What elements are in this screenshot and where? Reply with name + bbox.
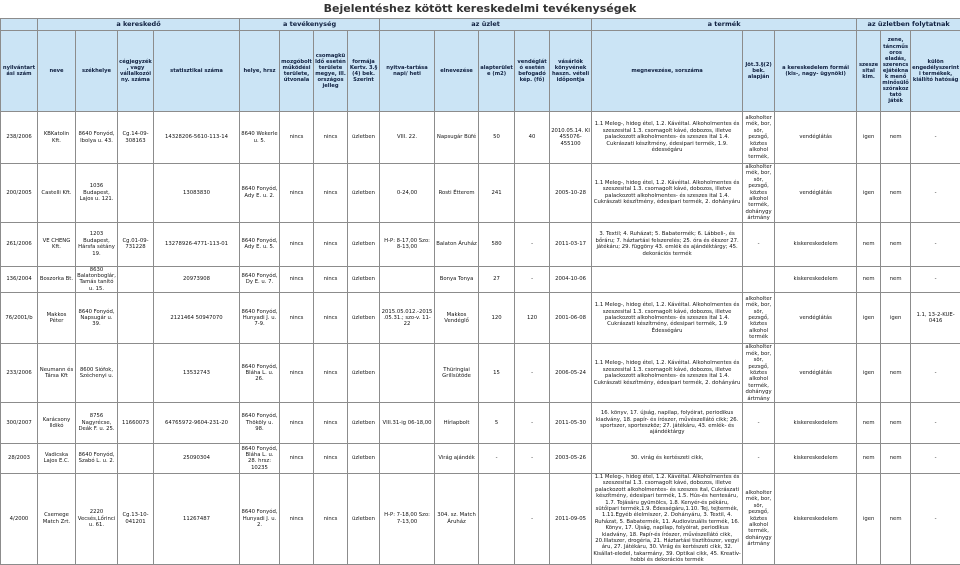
cell-permit: 1.1, 13-2-KUE-0416 bbox=[911, 293, 960, 344]
cell-registration bbox=[118, 293, 154, 344]
cell-place: 8640 Fonyód, Dy E. u. 7. bbox=[240, 266, 280, 293]
group-empty bbox=[1, 19, 38, 31]
cell-jot: alkoholtermék, bor, sör, pezsgő, köztes alkohol termék, dohánygyártmány bbox=[743, 344, 775, 403]
cell-mail-order: nincs bbox=[314, 112, 348, 164]
cell-complaint-book: 2006-05-24 bbox=[550, 344, 592, 403]
cell-capacity: - bbox=[515, 344, 550, 403]
cell-name: VE CHENG Kft. bbox=[38, 222, 76, 266]
cell-registration bbox=[118, 344, 154, 403]
cell-place: 8640 Wekerle u. 5. bbox=[240, 112, 280, 164]
cell-spirits: igen bbox=[857, 112, 881, 164]
cell-area: 27 bbox=[479, 266, 515, 293]
column-header: neve bbox=[38, 31, 76, 112]
cell-number: 200/2005 bbox=[1, 164, 38, 223]
column-header: székhelye bbox=[76, 31, 118, 112]
cell-permit: - bbox=[911, 402, 960, 443]
cell-music: nem bbox=[881, 473, 911, 564]
cell-music: nem bbox=[881, 443, 911, 473]
cell-permit: - bbox=[911, 112, 960, 164]
group-header: a tevékenység bbox=[240, 19, 380, 31]
cell-registration: 11660073 bbox=[118, 402, 154, 443]
cell-form: üzletben bbox=[348, 293, 380, 344]
column-header: Jöt.3.§(2) bek. alapján bbox=[743, 31, 775, 112]
table-row bbox=[1, 473, 960, 564]
column-header: külön engedélyszerinti termékek, kiállító hatóság bbox=[911, 31, 960, 112]
cell-permit: - bbox=[911, 222, 960, 266]
cell-jot: - bbox=[743, 443, 775, 473]
cell-statistical-number: 2121464 50947070 bbox=[154, 293, 240, 344]
cell-form: üzletben bbox=[348, 222, 380, 266]
cell-place: 8640 Fonyód, Ady E. u. 5. bbox=[240, 222, 280, 266]
column-header: a kereskedelem formái (kis-, nagy- ügynöki) bbox=[775, 31, 857, 112]
column-header: csomagküldő esetén területe megye, ill. országos jelleg bbox=[314, 31, 348, 112]
cell-seat: 8600 Siófok, Széchenyi u. bbox=[76, 344, 118, 403]
cell-trade-form: vendéglátás bbox=[775, 344, 857, 403]
cell-number: 261/2006 bbox=[1, 222, 38, 266]
column-header: megnevezése, sorszáma bbox=[592, 31, 743, 112]
cell-seat: 8756 Nagyrécse, Deák F. u. 25. bbox=[76, 402, 118, 443]
cell-jot: alkoholtermék, bor, sör, pezsgő, köztes alkohol termék, dohánygyártmány bbox=[743, 473, 775, 564]
cell-registration bbox=[118, 443, 154, 473]
cell-name: KBKatolin Kft. bbox=[38, 112, 76, 164]
cell-place: 8640 Fonyód, Hunyadi J. u. 7-9. bbox=[240, 293, 280, 344]
cell-seat: 8640 Fonyód, Ibolya u. 43. bbox=[76, 112, 118, 164]
cell-area: 5 bbox=[479, 402, 515, 443]
cell-music: igen bbox=[881, 293, 911, 344]
cell-jot bbox=[743, 266, 775, 293]
cell-trade-form: vendéglátás bbox=[775, 293, 857, 344]
cell-mail-order: nincs bbox=[314, 164, 348, 223]
cell-opening-hours bbox=[380, 344, 435, 403]
cell-spirits: igen bbox=[857, 164, 881, 223]
cell-form: üzletben bbox=[348, 164, 380, 223]
cell-area: 580 bbox=[479, 222, 515, 266]
cell-mail-order: nincs bbox=[314, 402, 348, 443]
column-header: alapterülete (m2) bbox=[479, 31, 515, 112]
cell-opening-hours: VIII.31-ig 06-18,00 bbox=[380, 402, 435, 443]
cell-trade-form: kiskereskedelem bbox=[775, 222, 857, 266]
cell-spirits: igen bbox=[857, 293, 881, 344]
column-header: vendéglátó esetén befogadó kép. (fő) bbox=[515, 31, 550, 112]
cell-number: 233/2006 bbox=[1, 344, 38, 403]
cell-place: 8640 Fonyód, Ady E. u. 2. bbox=[240, 164, 280, 223]
cell-area: 15 bbox=[479, 344, 515, 403]
column-header: vásárlók könyvének haszn. vételi időpontja bbox=[550, 31, 592, 112]
cell-products: 30. virág és kertészeti cikk, bbox=[592, 443, 743, 473]
cell-place: 8640 Fonyód, Bláha L. u. 28. hrsz: 10235 bbox=[240, 443, 280, 473]
cell-mail-order: nincs bbox=[314, 344, 348, 403]
cell-shop-name: Virág ajándék bbox=[435, 443, 479, 473]
table-row bbox=[1, 164, 960, 223]
cell-complaint-book: 2005-10-28 bbox=[550, 164, 592, 223]
cell-name: Vadicska Lajos E.C. bbox=[38, 443, 76, 473]
cell-form: üzletben bbox=[348, 443, 380, 473]
cell-permit: - bbox=[911, 164, 960, 223]
cell-spirits: igen bbox=[857, 344, 881, 403]
cell-complaint-book: 2003-05-26 bbox=[550, 443, 592, 473]
cell-name: Castelli Kft. bbox=[38, 164, 76, 223]
cell-form: üzletben bbox=[348, 266, 380, 293]
cell-trade-form: kiskereskedelem bbox=[775, 473, 857, 564]
table-row bbox=[1, 112, 960, 164]
table-row bbox=[1, 266, 960, 293]
group-header: a kereskedő bbox=[38, 19, 240, 31]
cell-mail-order: nincs bbox=[314, 293, 348, 344]
cell-opening-hours bbox=[380, 443, 435, 473]
table-row bbox=[1, 402, 960, 443]
cell-statistical-number: 20973908 bbox=[154, 266, 240, 293]
cell-name: Neumann és Társa Kft bbox=[38, 344, 76, 403]
cell-music: nem bbox=[881, 164, 911, 223]
cell-jot: - bbox=[743, 402, 775, 443]
cell-capacity: - bbox=[515, 402, 550, 443]
cell-spirits: nem bbox=[857, 266, 881, 293]
cell-shop-name: 304. sz. Match Áruház bbox=[435, 473, 479, 564]
cell-shop-name: Napsugár Büfé bbox=[435, 112, 479, 164]
cell-form: üzletben bbox=[348, 112, 380, 164]
cell-music: nem bbox=[881, 344, 911, 403]
cell-complaint-book: 2011-03-17 bbox=[550, 222, 592, 266]
cell-shop-name: Bonya Tonya bbox=[435, 266, 479, 293]
cell-statistical-number: 13532743 bbox=[154, 344, 240, 403]
cell-area: - bbox=[479, 443, 515, 473]
cell-complaint-book: 2011-05-30 bbox=[550, 402, 592, 443]
cell-statistical-number: 25090304 bbox=[154, 443, 240, 473]
table-row bbox=[1, 443, 960, 473]
cell-opening-hours: 2015.05.012.-2015.05.31.; szo-v. 11-22 bbox=[380, 293, 435, 344]
table-body bbox=[1, 112, 960, 565]
cell-opening-hours: 0-24,00 bbox=[380, 164, 435, 223]
cell-seat: 8640 Fonyód, Napsugár u. 39. bbox=[76, 293, 118, 344]
cell-statistical-number: 64765972-9604-231-20 bbox=[154, 402, 240, 443]
cell-shop-name: Makkos Vendéglő bbox=[435, 293, 479, 344]
cell-spirits: igen bbox=[857, 473, 881, 564]
cell-name: Csemege Match Zrt. bbox=[38, 473, 76, 564]
cell-mobile-shop: nincs bbox=[280, 402, 314, 443]
group-header: az üzlet bbox=[380, 19, 592, 31]
cell-mail-order: nincs bbox=[314, 473, 348, 564]
cell-capacity: - bbox=[515, 222, 550, 266]
cell-trade-form: kiskereskedelem bbox=[775, 402, 857, 443]
cell-statistical-number: 13083830 bbox=[154, 164, 240, 223]
cell-products: 16. könyv, 17. újság, napilap, folyóirat, periodikus kiadvány, 18. papír- és írószer, művészellátó cikk; 26. sportszer, sporteszköz; 27. játékáru, 43. emlék- és ajándéktárgy bbox=[592, 402, 743, 443]
cell-mobile-shop: nincs bbox=[280, 443, 314, 473]
cell-mail-order: nincs bbox=[314, 266, 348, 293]
cell-statistical-number: 14328206-5610-113-14 bbox=[154, 112, 240, 164]
cell-name: Makkos Péter bbox=[38, 293, 76, 344]
column-header: szeszesital kim. bbox=[857, 31, 881, 112]
cell-jot: alkoholtermék, bor, sör, pezsgő, köztes alkohol termék bbox=[743, 293, 775, 344]
cell-spirits: nem bbox=[857, 222, 881, 266]
table-row bbox=[1, 344, 960, 403]
cell-name: Karácsony Ildikó bbox=[38, 402, 76, 443]
cell-permit: - bbox=[911, 266, 960, 293]
cell-products: 1.1 Meleg-, hideg étel, 1.2. Kávéital. Alkoholmentes és szeszesital 1.3. csomagolt kávé, dobozos, illetve palackozott alkoholmentes- és szeszes ital, Cukrászati készítmény, édesipari termék, 1.5. Hús-és hentesáru, 1.7. Tojásáru gyümölcs, 1.8. Kenyér-és pékáru, sütőipari termék,1.9. Édességáru,1.10. Tej, tejtermék, 1.11.Egyéb élelmiszer, 2. Dohányáru, 3. Textil, 4. Ruházat, 5. Babatermék, 11. Audiovizuális termék, 16. Könyv, 17. Újság, napilap, folyóirat, periodikus kiadvány, 18. Papír-és írószer, művészellátó cikk, 20.Illatszer, drogéria, 21. Háztartási tisztítószer, vegyi áru, 27. Játékáru, 30. Virág és kertészeti cikk, 32. Kisállat-eledel, takarmány, 39. Optikai cikk, 45. Kreatív- hobbi és dekorációs termék bbox=[592, 473, 743, 564]
cell-opening-hours: H-P: 7-18,00 Szo: 7-13,00 bbox=[380, 473, 435, 564]
cell-permit: - bbox=[911, 344, 960, 403]
cell-mobile-shop: nincs bbox=[280, 112, 314, 164]
cell-products: 3. Textil; 4. Ruházat; 5. Babatermék; 6. Lábbeli-, és bőráru; 7. háztartási felszerelés; 25. óra és ékszer 27. játékáru; 29. függöny 43. emlék és ajándéktárgy; 45. dekorációs termék bbox=[592, 222, 743, 266]
cell-products: 1.1 Meleg-, hideg étel, 1.2. Kávéital. Alkoholmentes és szeszesital 1.3. csomagolt kávé, dobozos, illetve palackozott alkoholmentes- és szeszes ital 1.4. Cukrászati készítmény, édesipari termék, 2. dohányáru bbox=[592, 344, 743, 403]
cell-area: 120 bbox=[479, 293, 515, 344]
cell-mobile-shop: nincs bbox=[280, 473, 314, 564]
cell-opening-hours: H-P: 8-17,00 Szo: 8-13,00 bbox=[380, 222, 435, 266]
cell-mobile-shop: nincs bbox=[280, 344, 314, 403]
cell-trade-form: vendéglátás bbox=[775, 112, 857, 164]
cell-form: üzletben bbox=[348, 402, 380, 443]
cell-jot: - bbox=[743, 222, 775, 266]
group-header: a termék bbox=[592, 19, 857, 31]
cell-complaint-book: 2001-06-08 bbox=[550, 293, 592, 344]
cell-seat: 1203 Budapest, Hársfa sétány 19. bbox=[76, 222, 118, 266]
cell-area: 50 bbox=[479, 112, 515, 164]
column-header: zene, táncműsoros eladás, szerencsejátéknak menő minősülő szórakoztató játék bbox=[881, 31, 911, 112]
column-header: cégjegyzék, vagy vállalkozói ny. száma bbox=[118, 31, 154, 112]
cell-shop-name: Rosti Étterem bbox=[435, 164, 479, 223]
group-header: az üzletben folytatnak bbox=[857, 19, 960, 31]
cell-shop-name: Thüringiai Grillsütöde bbox=[435, 344, 479, 403]
cell-music: nem bbox=[881, 402, 911, 443]
table-row bbox=[1, 293, 960, 344]
cell-trade-form: kiskereskedelem bbox=[775, 266, 857, 293]
cell-statistical-number: 13278926-4771-113-01 bbox=[154, 222, 240, 266]
cell-shop-name: Balaton Áruház bbox=[435, 222, 479, 266]
cell-complaint-book: 2011-09-05 bbox=[550, 473, 592, 564]
column-header: statisztikai száma bbox=[154, 31, 240, 112]
cell-area bbox=[479, 473, 515, 564]
cell-spirits: nem bbox=[857, 443, 881, 473]
cell-number: 76/2001/b bbox=[1, 293, 38, 344]
cell-seat: 8640 Fonyód, Szabó L. u. 2. bbox=[76, 443, 118, 473]
cell-complaint-book: 2010.05.14. KI 455076-455100 bbox=[550, 112, 592, 164]
cell-products bbox=[592, 266, 743, 293]
cell-products: 1.1 Meleg-, hideg étel, 1.2. Kávéital. Alkoholmentes és szeszesital 1.3. csomagolt kávé, dobozos, illetve palackozott alkoholmentes- és szeszes ital 1.4. Cukrászati készítmény, édesipari termék, 1.9. édességáru bbox=[592, 112, 743, 164]
column-header: nyitva-tartása napi/ heti bbox=[380, 31, 435, 112]
cell-trade-form: kiskereskedelem bbox=[775, 443, 857, 473]
cell-registration: Cg.01-09-731228 bbox=[118, 222, 154, 266]
cell-seat: 1036 Budapest, Lajos u. 121. bbox=[76, 164, 118, 223]
cell-spirits: nem bbox=[857, 402, 881, 443]
cell-capacity: - bbox=[515, 266, 550, 293]
cell-place: 8640 Fonyód, Bláha L. u. 26. bbox=[240, 344, 280, 403]
cell-registration bbox=[118, 164, 154, 223]
cell-mobile-shop: nincs bbox=[280, 293, 314, 344]
cell-products: 1.1 Meleg-, hideg étel, 1.2. Kávéital. Alkoholmentes és szeszesital 1.3. csomagolt kávé, dobozos, illetve palackozott alkoholmentes- és szeszes ital 1.4. Cukrászati készítmény, édesipari termék, 2. dohányáru bbox=[592, 164, 743, 223]
cell-opening-hours: VIII. 22. bbox=[380, 112, 435, 164]
cell-place: 8640 Fonyód, Hunyadi J. u. 2. bbox=[240, 473, 280, 564]
cell-mail-order: nincs bbox=[314, 443, 348, 473]
cell-permit: - bbox=[911, 443, 960, 473]
cell-mail-order: nincs bbox=[314, 222, 348, 266]
cell-area: 241 bbox=[479, 164, 515, 223]
cell-products: 1.1 Meleg-, hideg étel, 1.2. Kávéital. Alkoholmentes és szeszesital 1.3. csomagolt kávé, dobozos, illetve palackozott alkoholmentes- és szeszes ital 1.4. Cukrászati készítmény, édesipari termék, 1.9 Édességáru bbox=[592, 293, 743, 344]
cell-number: 28/2003 bbox=[1, 443, 38, 473]
cell-shop-name: Hírlapbolt bbox=[435, 402, 479, 443]
cell-complaint-book: 2004-10-06 bbox=[550, 266, 592, 293]
column-header: elnevezése bbox=[435, 31, 479, 112]
cell-seat: 2220 Vecsés,Lőrinci u. 61. bbox=[76, 473, 118, 564]
cell-jot: alkoholtermék, bor, sör, pezsgő, köztes alkohol termék, dohánygyártmány bbox=[743, 164, 775, 223]
cell-mobile-shop: nincs bbox=[280, 266, 314, 293]
cell-capacity: - bbox=[515, 443, 550, 473]
column-header: formája Kertv. 3.§ (4) bek. Szerint bbox=[348, 31, 380, 112]
cell-capacity bbox=[515, 164, 550, 223]
column-header: helye, hrsz bbox=[240, 31, 280, 112]
cell-music: nem bbox=[881, 112, 911, 164]
column-header: nyilvántartási szám bbox=[1, 31, 38, 112]
cell-trade-form: vendéglátás bbox=[775, 164, 857, 223]
cell-registration: Cg.14-09-308163 bbox=[118, 112, 154, 164]
table-row bbox=[1, 222, 960, 266]
cell-music: nem bbox=[881, 266, 911, 293]
group-header-row bbox=[1, 19, 960, 31]
cell-number: 300/2007 bbox=[1, 402, 38, 443]
cell-capacity: 40 bbox=[515, 112, 550, 164]
cell-number: 4/2000 bbox=[1, 473, 38, 564]
cell-mobile-shop: nincs bbox=[280, 222, 314, 266]
cell-registration: Cg.13-10-041201 bbox=[118, 473, 154, 564]
cell-mobile-shop: nincs bbox=[280, 164, 314, 223]
cell-place: 8640 Fonyód, Thököly u. 98. bbox=[240, 402, 280, 443]
cell-form: üzletben bbox=[348, 473, 380, 564]
cell-capacity: 120 bbox=[515, 293, 550, 344]
cell-registration bbox=[118, 266, 154, 293]
page-title: Bejelentéshez kötött kereskedelmi tevékenységek bbox=[0, 0, 960, 18]
cell-number: 136/2004 bbox=[1, 266, 38, 293]
cell-permit: - bbox=[911, 473, 960, 564]
column-header-row bbox=[1, 31, 960, 112]
cell-statistical-number: 11267487 bbox=[154, 473, 240, 564]
cell-music: nem bbox=[881, 222, 911, 266]
cell-capacity: - bbox=[515, 473, 550, 564]
column-header: mozgóbolt működési területe, útvonala bbox=[280, 31, 314, 112]
cell-name: Boszorka Bt. bbox=[38, 266, 76, 293]
registry-table bbox=[0, 18, 960, 565]
cell-opening-hours bbox=[380, 266, 435, 293]
cell-seat: 8630 Balatonboglár, Tamás tanító u. 15. bbox=[76, 266, 118, 293]
cell-number: 238/2006 bbox=[1, 112, 38, 164]
cell-jot: alkoholtermék, bor, sör, pezsgő, köztes alkohol termék, bbox=[743, 112, 775, 164]
cell-form: üzletben bbox=[348, 344, 380, 403]
